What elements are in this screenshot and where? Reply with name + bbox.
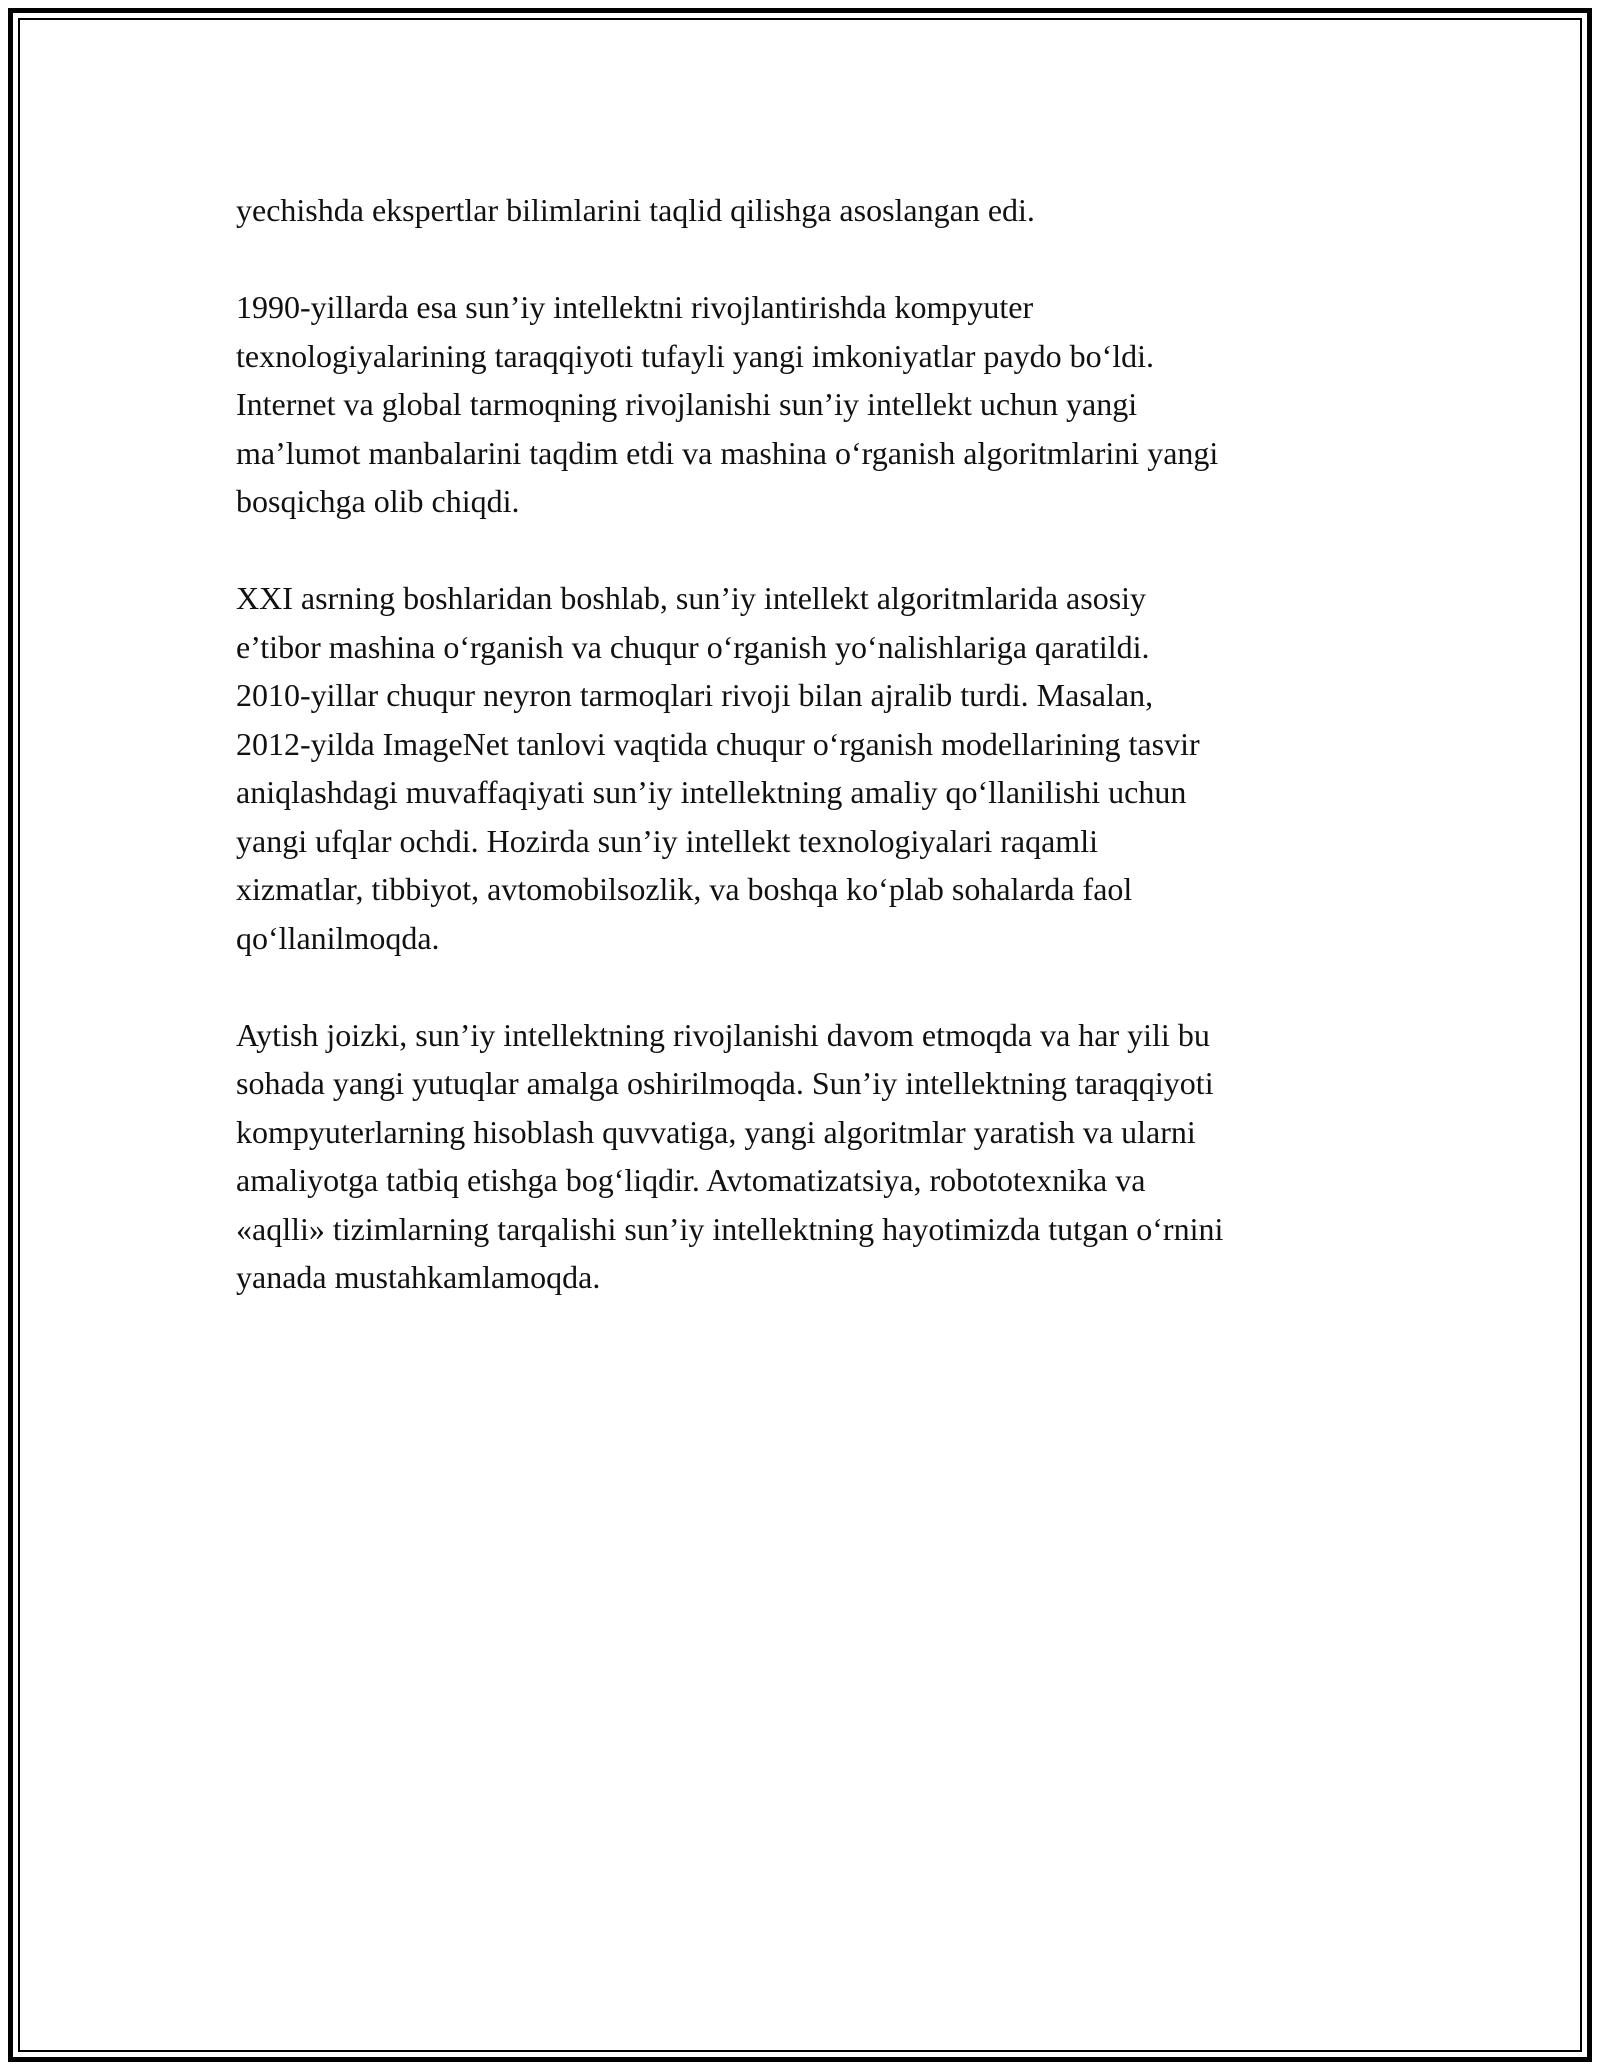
- text-line: «aqlli» tizimlarning tarqalishi sun’iy intellektning hayotimizda tutgan oʻrnini: [236, 1210, 1224, 1247]
- paragraph-3: [236, 574, 1376, 962]
- paragraph-1: [236, 186, 1376, 235]
- text-line: aniqlashdagi muvaffaqiyati sun’iy intellektning amaliy qoʻllanilishi uchun: [236, 774, 1187, 810]
- text-line: Aytish joizki, sun’iy intellektning rivojlanishi davom etmoqda va har yili bu: [236, 1016, 1210, 1053]
- text-line: sohada yangi yutuqlar amalga oshirilmoqda. Sun’iy intellektning taraqqiyoti: [236, 1065, 1214, 1101]
- paragraph-4: [236, 1011, 1376, 1302]
- text-line: xizmatlar, tibbiyot, avtomobilsozlik, va boshqa koʻplab sohalarda faol: [236, 871, 1133, 907]
- text-line: yangi ufqlar ochdi. Hozirda sun’iy intellekt texnologiyalari raqamli: [236, 822, 1098, 859]
- text-line: e’tibor mashina oʻrganish va chuqur oʻrganish yoʻnalishlariga qaratildi.: [236, 628, 1150, 665]
- text-line: Internet va global tarmoqning rivojlanishi sun’iy intellekt uchun yangi: [236, 386, 1138, 422]
- text-line: 1990-yillarda esa sun’iy intellektni rivojlantirishda kompyuter: [236, 289, 1034, 325]
- text-line: texnologiyalarining taraqqiyoti tufayli yangi imkoniyatlar paydo boʻldi.: [236, 337, 1155, 374]
- text-line: XXI asrning boshlaridan boshlab, sun’iy intellekt algoritmlarida asosiy: [236, 580, 1147, 616]
- text-line: kompyuterlarning hisoblash quvvatiga, yangi algoritmlar yaratish va ularni: [236, 1113, 1196, 1150]
- text-line: 2010-yillar chuqur neyron tarmoqlari rivoji bilan ajralib turdi. Masalan,: [236, 677, 1154, 713]
- text-line: qoʻllanilmoqda.: [236, 919, 440, 956]
- text-line: yechishda ekspertlar bilimlarini taqlid qilishga asoslangan edi.: [236, 192, 1035, 228]
- text-line: ma’lumot manbalarini taqdim etdi va mashina oʻrganish algoritmlarini yangi: [236, 434, 1219, 471]
- text-line: yanada mustahkamlamoqda.: [236, 1259, 601, 1295]
- text-line: amaliyotga tatbiq etishga bogʻliqdir. Avtomatizatsiya, robototexnika va: [236, 1162, 1146, 1198]
- text-line: bosqichga olib chiqdi.: [236, 483, 520, 519]
- document-body: [236, 186, 1376, 1350]
- paragraph-2: [236, 283, 1376, 526]
- text-line: 2012-yilda ImageNet tanlovi vaqtida chuqur oʻrganish modellarining tasvir: [236, 725, 1200, 762]
